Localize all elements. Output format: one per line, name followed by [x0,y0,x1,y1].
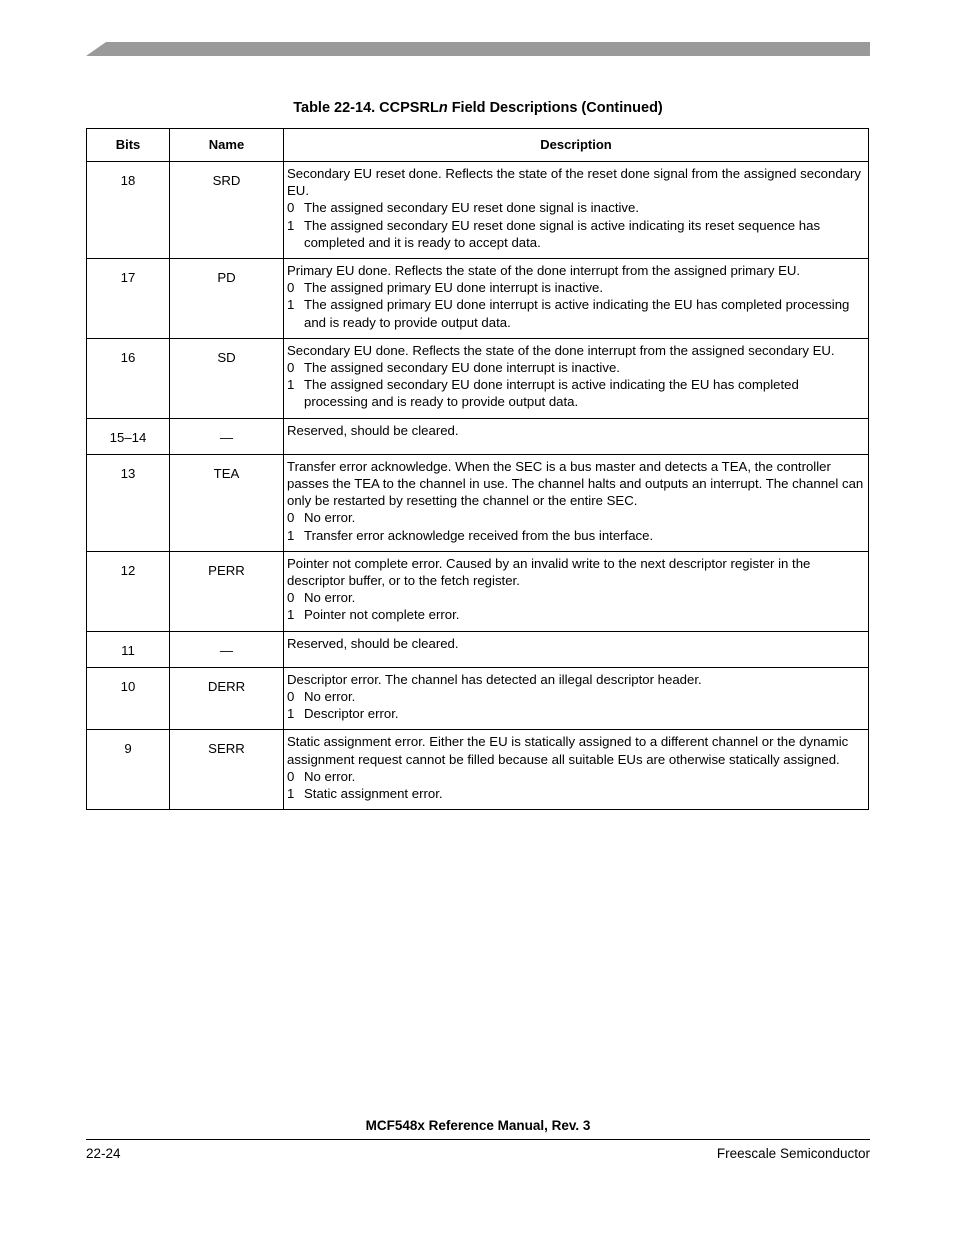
name-cell: SERR [170,730,284,810]
list-item [287,296,864,330]
table-header-row [87,129,869,162]
item-text: The assigned secondary EU reset done signal is inactive. [304,200,639,216]
name-cell: — [170,418,284,454]
item-number: 1 [287,297,295,313]
bits-cell: 11 [87,631,170,667]
item-text: No error. [304,510,356,526]
list-item [287,768,864,785]
description-text: Pointer not complete error. Caused by an invalid write to the next descriptor register in the descriptor buffer, or to the fetch register. [287,555,811,589]
table-row [87,338,869,418]
list-item [287,509,864,526]
description-cell [284,454,869,551]
item-text: No error. [304,590,356,606]
description-cell [284,667,869,730]
name-cell: PERR [170,551,284,631]
description-text: Secondary EU reset done. Reflects the state of the reset done signal from the assigned secondary EU. [287,166,861,199]
table-caption-suffix: Field Descriptions (Continued) [447,100,663,116]
name-cell: PD [170,259,284,339]
item-text: Static assignment error. [304,786,443,802]
bits-cell: 16 [87,338,170,418]
list-item [287,359,864,376]
bits-cell: 12 [87,551,170,631]
description-cell [284,551,869,631]
item-text: Descriptor error. [304,706,399,722]
item-number: 0 [287,768,295,784]
name-cell: — [170,631,284,667]
item-number: 0 [287,689,295,705]
item-number: 0 [287,510,295,526]
item-number: 0 [287,590,295,606]
item-number: 1 [287,786,295,802]
description-text: Transfer error acknowledge. When the SEC is a bus master and detects a TEA, the controller passes the TEA to the channel in use. The channel halts and outputs an interrupt. The channel can only be restarted by resetting the channel or the entire SEC. [287,458,864,509]
list-item [287,279,864,296]
item-text: The assigned secondary EU done interrupt is inactive. [304,360,620,376]
bits-cell: 18 [87,162,170,259]
bits-cell: 15–14 [87,418,170,454]
table-row [87,454,869,551]
item-text: Transfer error acknowledge received from the bus interface. [304,527,654,543]
item-number: 0 [287,200,295,216]
list-item [287,606,864,623]
footer-page-number: 22-24 [86,1146,121,1161]
bits-cell: 13 [87,454,170,551]
table-caption-italic: n [438,100,448,116]
item-text: The assigned primary EU done interrupt is inactive. [304,280,604,296]
description-cell [284,259,869,339]
footer-manual-title: MCF548x Reference Manual, Rev. 3 [365,1118,591,1133]
list-item [287,527,864,544]
table-row [87,418,869,454]
item-number: 0 [287,280,295,296]
item-number: 1 [287,527,295,543]
table-row [87,551,869,631]
header-description: Description [284,129,869,162]
item-text: No error. [304,689,356,705]
bits-cell: 9 [87,730,170,810]
list-item [287,376,864,410]
header-name: Name [170,129,284,162]
table-caption-prefix: Table 22-14. CCPSRL [293,100,439,116]
description-text: Reserved, should be cleared. [287,635,459,651]
name-cell: SD [170,338,284,418]
table-row [87,631,869,667]
name-cell: DERR [170,667,284,730]
description-text: Static assignment error. Either the EU is statically assigned to a different channel or the dynamic assignment request cannot be filled because all suitable EUs are otherwise statically assigned. [287,734,849,767]
table-caption [86,100,870,116]
name-cell: SRD [170,162,284,259]
list-item [287,199,864,216]
description-cell [284,338,869,418]
description-text: Secondary EU done. Reflects the state of the done interrupt from the assigned secondary EU. [287,342,835,358]
description-cell [284,730,869,810]
name-cell: TEA [170,454,284,551]
item-text: Pointer not complete error. [304,607,460,623]
list-item [287,705,864,722]
list-item [287,217,864,251]
list-item [287,589,864,606]
table-row [87,162,869,259]
header-banner [86,42,870,56]
item-number: 0 [287,360,295,376]
header-bits: Bits [87,129,170,162]
field-descriptions-table [86,128,869,810]
description-cell [284,418,869,454]
footer-divider [86,1139,870,1140]
description-text: Reserved, should be cleared. [287,422,459,438]
item-number: 1 [287,377,295,393]
bits-cell: 10 [87,667,170,730]
description-cell [284,162,869,259]
list-item [287,688,864,705]
item-text: The assigned primary EU done interrupt is active indicating the EU has completed processing and is ready to provide output data. [304,297,850,330]
item-text: The assigned secondary EU done interrupt is active indicating the EU has completed processing and is ready to provide output data. [304,377,799,410]
table-row [87,259,869,339]
item-number: 1 [287,607,295,623]
bits-cell: 17 [87,259,170,339]
item-number: 1 [287,706,295,722]
list-item [287,785,864,802]
table-row [87,667,869,730]
footer-company: Freescale Semiconductor [716,1146,870,1161]
item-number: 1 [287,217,295,233]
description-cell [284,631,869,667]
table-row [87,730,869,810]
description-text: Descriptor error. The channel has detected an illegal descriptor header. [287,671,702,687]
description-text: Primary EU done. Reflects the state of the done interrupt from the assigned primary EU. [287,263,801,279]
item-text: The assigned secondary EU reset done signal is active indicating its reset sequence has completed and it is ready to accept data. [304,217,821,250]
item-text: No error. [304,768,356,784]
